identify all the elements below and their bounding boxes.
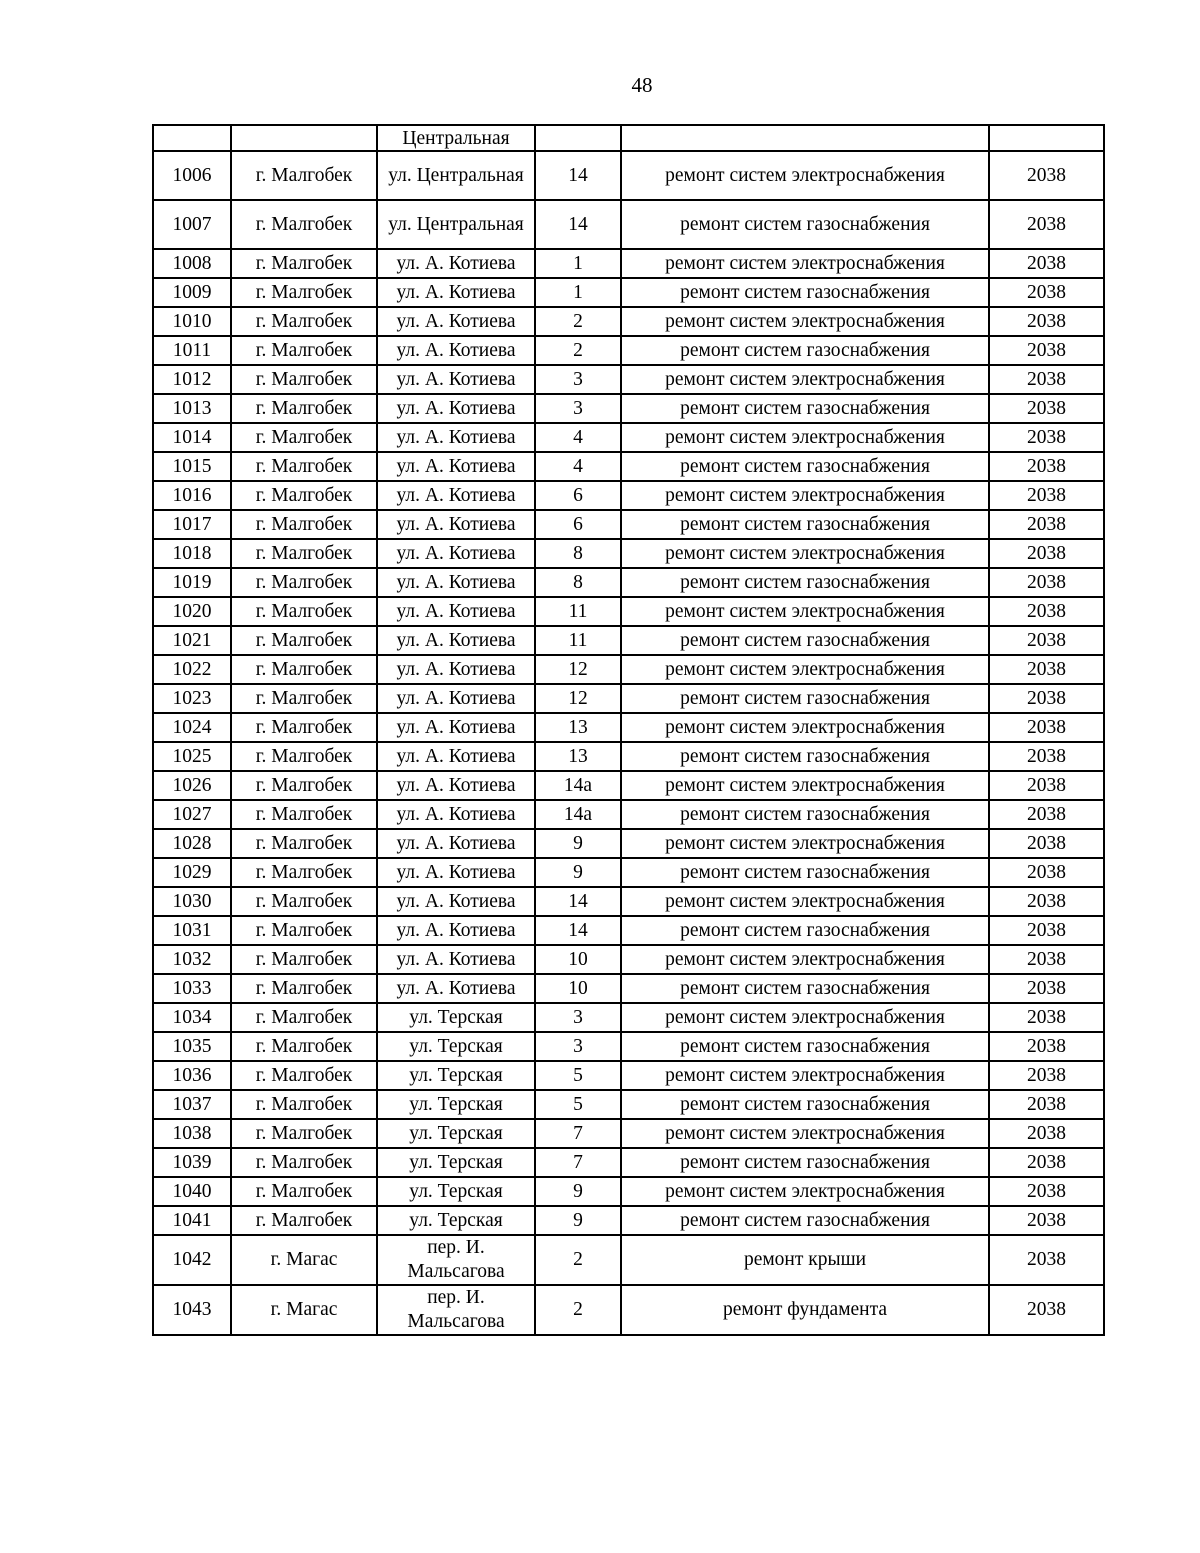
- cell-street: ул. А. Котиева: [377, 742, 535, 771]
- table-row: [153, 278, 1104, 307]
- cell-work: ремонт систем газоснабжения: [621, 394, 989, 423]
- cell-house: 13: [535, 742, 621, 771]
- cell-house: 2: [535, 1285, 621, 1335]
- cell-year: 2038: [989, 510, 1104, 539]
- cell-street: пер. И. Мальсагова: [377, 1235, 535, 1285]
- cell-num: 1029: [153, 858, 231, 887]
- cell-house: 3: [535, 1003, 621, 1032]
- cell-house: 1: [535, 249, 621, 278]
- table-row: [153, 336, 1104, 365]
- cell-num: 1021: [153, 626, 231, 655]
- cell-house: 1: [535, 278, 621, 307]
- cell-year: 2038: [989, 800, 1104, 829]
- cell-house: 3: [535, 365, 621, 394]
- table-row: [153, 452, 1104, 481]
- cell-city: г. Малгобек: [231, 1206, 377, 1235]
- cell-year: 2038: [989, 307, 1104, 336]
- cell-year: 2038: [989, 1032, 1104, 1061]
- cell-city: г. Малгобек: [231, 655, 377, 684]
- cell-city: г. Малгобек: [231, 858, 377, 887]
- cell-year: 2038: [989, 684, 1104, 713]
- cell-num: 1010: [153, 307, 231, 336]
- cell-num: 1017: [153, 510, 231, 539]
- cell-house: 8: [535, 568, 621, 597]
- cell-street: ул. А. Котиева: [377, 394, 535, 423]
- table-row: [153, 1003, 1104, 1032]
- cell-year: 2038: [989, 1285, 1104, 1335]
- table-row: [153, 887, 1104, 916]
- table-row: [153, 1032, 1104, 1061]
- table-row: [153, 1119, 1104, 1148]
- cell-street: ул. Центральная: [377, 200, 535, 249]
- cell-work: ремонт систем газоснабжения: [621, 626, 989, 655]
- cell-work: ремонт фундамента: [621, 1285, 989, 1335]
- cell-street: ул. Терская: [377, 1090, 535, 1119]
- cell-house: 7: [535, 1148, 621, 1177]
- cell-work: ремонт систем электроснабжения: [621, 887, 989, 916]
- cell-year: 2038: [989, 1235, 1104, 1285]
- cell-num: 1024: [153, 713, 231, 742]
- cell-year: 2038: [989, 1177, 1104, 1206]
- cell-work: ремонт систем электроснабжения: [621, 1061, 989, 1090]
- cell-work: ремонт систем газоснабжения: [621, 1148, 989, 1177]
- cell-num: 1014: [153, 423, 231, 452]
- cell-street: ул. А. Котиева: [377, 887, 535, 916]
- cell-city: г. Малгобек: [231, 916, 377, 945]
- cell-city: г. Малгобек: [231, 278, 377, 307]
- cell-work: [621, 125, 989, 151]
- cell-work: ремонт систем газоснабжения: [621, 1206, 989, 1235]
- cell-city: г. Малгобек: [231, 713, 377, 742]
- table-row: [153, 1090, 1104, 1119]
- cell-year: 2038: [989, 945, 1104, 974]
- cell-year: 2038: [989, 1061, 1104, 1090]
- cell-num: 1033: [153, 974, 231, 1003]
- cell-city: г. Малгобек: [231, 626, 377, 655]
- cell-street: ул. А. Котиева: [377, 626, 535, 655]
- table-row: [153, 394, 1104, 423]
- table-row: [153, 1177, 1104, 1206]
- table-row: [153, 307, 1104, 336]
- cell-work: ремонт систем газоснабжения: [621, 916, 989, 945]
- cell-house: 4: [535, 452, 621, 481]
- cell-city: г. Малгобек: [231, 800, 377, 829]
- cell-city: г. Малгобек: [231, 249, 377, 278]
- cell-num: 1023: [153, 684, 231, 713]
- cell-num: 1034: [153, 1003, 231, 1032]
- cell-street: ул. Терская: [377, 1119, 535, 1148]
- cell-work: ремонт систем электроснабжения: [621, 771, 989, 800]
- cell-work: ремонт систем газоснабжения: [621, 800, 989, 829]
- cell-year: 2038: [989, 655, 1104, 684]
- cell-year: 2038: [989, 452, 1104, 481]
- cell-year: 2038: [989, 858, 1104, 887]
- cell-year: 2038: [989, 249, 1104, 278]
- cell-num: 1041: [153, 1206, 231, 1235]
- cell-year: 2038: [989, 887, 1104, 916]
- cell-city: г. Малгобек: [231, 597, 377, 626]
- cell-num: 1040: [153, 1177, 231, 1206]
- cell-work: ремонт систем газоснабжения: [621, 200, 989, 249]
- cell-house: 14: [535, 200, 621, 249]
- cell-city: г. Малгобек: [231, 200, 377, 249]
- cell-num: 1012: [153, 365, 231, 394]
- cell-house: 11: [535, 597, 621, 626]
- works-table-body: [153, 125, 1104, 1335]
- cell-work: ремонт систем газоснабжения: [621, 974, 989, 1003]
- cell-street: ул. А. Котиева: [377, 713, 535, 742]
- cell-work: ремонт крыши: [621, 1235, 989, 1285]
- cell-num: 1030: [153, 887, 231, 916]
- cell-work: ремонт систем электроснабжения: [621, 1119, 989, 1148]
- cell-city: г. Малгобек: [231, 887, 377, 916]
- table-row: [153, 626, 1104, 655]
- cell-house: 2: [535, 1235, 621, 1285]
- cell-house: 14: [535, 887, 621, 916]
- cell-city: г. Малгобек: [231, 423, 377, 452]
- cell-num: 1007: [153, 200, 231, 249]
- table-row: [153, 684, 1104, 713]
- cell-year: 2038: [989, 1003, 1104, 1032]
- cell-street: ул. Терская: [377, 1206, 535, 1235]
- cell-house: 14а: [535, 771, 621, 800]
- cell-house: 13: [535, 713, 621, 742]
- table-row: [153, 655, 1104, 684]
- cell-street: ул. А. Котиева: [377, 307, 535, 336]
- cell-house: 9: [535, 858, 621, 887]
- cell-year: 2038: [989, 829, 1104, 858]
- cell-city: г. Малгобек: [231, 568, 377, 597]
- cell-city: г. Малгобек: [231, 1119, 377, 1148]
- cell-num: 1020: [153, 597, 231, 626]
- table-row: [153, 713, 1104, 742]
- continuation-row: [153, 125, 1104, 151]
- cell-house: 2: [535, 336, 621, 365]
- cell-num: 1016: [153, 481, 231, 510]
- cell-work: ремонт систем электроснабжения: [621, 655, 989, 684]
- cell-street: ул. Терская: [377, 1003, 535, 1032]
- cell-street: ул. А. Котиева: [377, 829, 535, 858]
- cell-city: г. Малгобек: [231, 452, 377, 481]
- cell-city: г. Малгобек: [231, 151, 377, 200]
- table-row: [153, 200, 1104, 249]
- cell-num: 1037: [153, 1090, 231, 1119]
- cell-num: 1022: [153, 655, 231, 684]
- cell-num: 1006: [153, 151, 231, 200]
- cell-work: ремонт систем газоснабжения: [621, 452, 989, 481]
- cell-work: ремонт систем газоснабжения: [621, 1032, 989, 1061]
- cell-city: г. Малгобек: [231, 1177, 377, 1206]
- cell-house: 3: [535, 394, 621, 423]
- cell-house: 2: [535, 307, 621, 336]
- cell-city: г. Малгобек: [231, 742, 377, 771]
- cell-year: 2038: [989, 1206, 1104, 1235]
- works-table: [152, 124, 1105, 1336]
- table-row: [153, 1148, 1104, 1177]
- cell-work: ремонт систем газоснабжения: [621, 858, 989, 887]
- table-row: [153, 481, 1104, 510]
- cell-year: 2038: [989, 423, 1104, 452]
- cell-num: 1008: [153, 249, 231, 278]
- cell-city: г. Малгобек: [231, 684, 377, 713]
- cell-year: 2038: [989, 742, 1104, 771]
- cell-num: 1028: [153, 829, 231, 858]
- cell-year: 2038: [989, 336, 1104, 365]
- table-row: [153, 249, 1104, 278]
- cell-city: г. Малгобек: [231, 394, 377, 423]
- cell-year: 2038: [989, 151, 1104, 200]
- page-number: 48: [631, 73, 653, 97]
- cell-street: ул. А. Котиева: [377, 771, 535, 800]
- cell-work: ремонт систем газоснабжения: [621, 742, 989, 771]
- cell-house: 12: [535, 655, 621, 684]
- cell-year: 2038: [989, 1148, 1104, 1177]
- cell-year: 2038: [989, 916, 1104, 945]
- table-row: [153, 742, 1104, 771]
- cell-city: г. Малгобек: [231, 974, 377, 1003]
- cell-city: г. Магас: [231, 1285, 377, 1335]
- cell-street: Центральная: [377, 125, 535, 151]
- table-row: [153, 800, 1104, 829]
- cell-work: ремонт систем газоснабжения: [621, 568, 989, 597]
- cell-house: 10: [535, 974, 621, 1003]
- cell-year: 2038: [989, 481, 1104, 510]
- cell-street: ул. Терская: [377, 1061, 535, 1090]
- table-row: [153, 1285, 1104, 1335]
- cell-work: ремонт систем газоснабжения: [621, 278, 989, 307]
- table-row: [153, 1235, 1104, 1285]
- cell-house: 7: [535, 1119, 621, 1148]
- cell-num: 1015: [153, 452, 231, 481]
- cell-year: 2038: [989, 200, 1104, 249]
- cell-city: г. Малгобек: [231, 365, 377, 394]
- cell-street: ул. Терская: [377, 1177, 535, 1206]
- cell-num: 1025: [153, 742, 231, 771]
- cell-house: 6: [535, 481, 621, 510]
- cell-street: ул. Центральная: [377, 151, 535, 200]
- cell-street: ул. А. Котиева: [377, 336, 535, 365]
- table-row: [153, 151, 1104, 200]
- cell-street: ул. А. Котиева: [377, 539, 535, 568]
- cell-house: 4: [535, 423, 621, 452]
- cell-year: 2038: [989, 568, 1104, 597]
- cell-city: г. Малгобек: [231, 1148, 377, 1177]
- cell-house: 5: [535, 1090, 621, 1119]
- cell-work: ремонт систем электроснабжения: [621, 307, 989, 336]
- table-row: [153, 568, 1104, 597]
- cell-house: 9: [535, 1206, 621, 1235]
- table-row: [153, 365, 1104, 394]
- cell-num: 1042: [153, 1235, 231, 1285]
- table-row: [153, 829, 1104, 858]
- cell-year: 2038: [989, 771, 1104, 800]
- cell-num: 1038: [153, 1119, 231, 1148]
- table-row: [153, 945, 1104, 974]
- cell-street: ул. А. Котиева: [377, 481, 535, 510]
- cell-work: ремонт систем электроснабжения: [621, 365, 989, 394]
- cell-street: ул. А. Котиева: [377, 597, 535, 626]
- cell-work: ремонт систем электроснабжения: [621, 481, 989, 510]
- cell-street: ул. А. Котиева: [377, 945, 535, 974]
- cell-house: 12: [535, 684, 621, 713]
- cell-year: 2038: [989, 713, 1104, 742]
- cell-year: 2038: [989, 626, 1104, 655]
- cell-house: 14а: [535, 800, 621, 829]
- cell-year: [989, 125, 1104, 151]
- cell-year: 2038: [989, 1119, 1104, 1148]
- cell-num: 1019: [153, 568, 231, 597]
- table-row: [153, 858, 1104, 887]
- cell-city: г. Малгобек: [231, 771, 377, 800]
- cell-work: ремонт систем электроснабжения: [621, 597, 989, 626]
- cell-city: [231, 125, 377, 151]
- cell-num: 1036: [153, 1061, 231, 1090]
- cell-work: ремонт систем газоснабжения: [621, 684, 989, 713]
- cell-num: 1043: [153, 1285, 231, 1335]
- cell-city: г. Малгобек: [231, 945, 377, 974]
- cell-year: 2038: [989, 597, 1104, 626]
- cell-num: 1011: [153, 336, 231, 365]
- cell-city: г. Малгобек: [231, 1090, 377, 1119]
- table-row: [153, 597, 1104, 626]
- cell-num: 1018: [153, 539, 231, 568]
- table-row: [153, 423, 1104, 452]
- table-row: [153, 510, 1104, 539]
- table-row: [153, 1061, 1104, 1090]
- cell-num: 1009: [153, 278, 231, 307]
- cell-num: 1031: [153, 916, 231, 945]
- cell-work: ремонт систем электроснабжения: [621, 249, 989, 278]
- cell-city: г. Малгобек: [231, 829, 377, 858]
- table-row: [153, 1206, 1104, 1235]
- table-row: [153, 974, 1104, 1003]
- cell-house: [535, 125, 621, 151]
- cell-street: ул. Терская: [377, 1032, 535, 1061]
- cell-street: ул. А. Котиева: [377, 655, 535, 684]
- cell-work: ремонт систем электроснабжения: [621, 945, 989, 974]
- cell-city: г. Малгобек: [231, 481, 377, 510]
- cell-city: г. Малгобек: [231, 510, 377, 539]
- cell-house: 8: [535, 539, 621, 568]
- cell-house: 14: [535, 151, 621, 200]
- cell-house: 6: [535, 510, 621, 539]
- cell-city: г. Малгобек: [231, 539, 377, 568]
- cell-num: 1039: [153, 1148, 231, 1177]
- cell-work: ремонт систем электроснабжения: [621, 151, 989, 200]
- cell-street: пер. И. Мальсагова: [377, 1285, 535, 1335]
- cell-street: ул. А. Котиева: [377, 365, 535, 394]
- cell-street: ул. А. Котиева: [377, 568, 535, 597]
- cell-street: ул. А. Котиева: [377, 278, 535, 307]
- cell-street: ул. А. Котиева: [377, 916, 535, 945]
- cell-year: 2038: [989, 365, 1104, 394]
- cell-work: ремонт систем газоснабжения: [621, 510, 989, 539]
- cell-street: ул. А. Котиева: [377, 423, 535, 452]
- table-row: [153, 771, 1104, 800]
- cell-year: 2038: [989, 974, 1104, 1003]
- cell-work: ремонт систем электроснабжения: [621, 539, 989, 568]
- cell-city: г. Малгобек: [231, 336, 377, 365]
- cell-city: г. Малгобек: [231, 307, 377, 336]
- cell-num: 1035: [153, 1032, 231, 1061]
- cell-work: ремонт систем электроснабжения: [621, 713, 989, 742]
- cell-house: 11: [535, 626, 621, 655]
- cell-work: ремонт систем электроснабжения: [621, 1003, 989, 1032]
- cell-year: 2038: [989, 1090, 1104, 1119]
- cell-city: г. Малгобек: [231, 1003, 377, 1032]
- table-row: [153, 539, 1104, 568]
- cell-street: ул. Терская: [377, 1148, 535, 1177]
- table-row: [153, 916, 1104, 945]
- cell-house: 14: [535, 916, 621, 945]
- cell-work: ремонт систем газоснабжения: [621, 1090, 989, 1119]
- cell-street: ул. А. Котиева: [377, 510, 535, 539]
- cell-house: 3: [535, 1032, 621, 1061]
- cell-num: 1013: [153, 394, 231, 423]
- cell-street: ул. А. Котиева: [377, 858, 535, 887]
- cell-num: 1026: [153, 771, 231, 800]
- cell-house: 10: [535, 945, 621, 974]
- cell-city: г. Малгобек: [231, 1061, 377, 1090]
- cell-city: г. Малгобек: [231, 1032, 377, 1061]
- cell-work: ремонт систем электроснабжения: [621, 1177, 989, 1206]
- cell-house: 9: [535, 829, 621, 858]
- cell-street: ул. А. Котиева: [377, 249, 535, 278]
- cell-house: 9: [535, 1177, 621, 1206]
- cell-work: ремонт систем электроснабжения: [621, 423, 989, 452]
- cell-house: 5: [535, 1061, 621, 1090]
- cell-street: ул. А. Котиева: [377, 684, 535, 713]
- cell-street: ул. А. Котиева: [377, 452, 535, 481]
- cell-street: ул. А. Котиева: [377, 974, 535, 1003]
- cell-num: 1027: [153, 800, 231, 829]
- cell-work: ремонт систем электроснабжения: [621, 829, 989, 858]
- cell-city: г. Магас: [231, 1235, 377, 1285]
- cell-street: ул. А. Котиева: [377, 800, 535, 829]
- cell-year: 2038: [989, 278, 1104, 307]
- cell-work: ремонт систем газоснабжения: [621, 336, 989, 365]
- cell-num: 1032: [153, 945, 231, 974]
- cell-year: 2038: [989, 394, 1104, 423]
- cell-year: 2038: [989, 539, 1104, 568]
- cell-num: [153, 125, 231, 151]
